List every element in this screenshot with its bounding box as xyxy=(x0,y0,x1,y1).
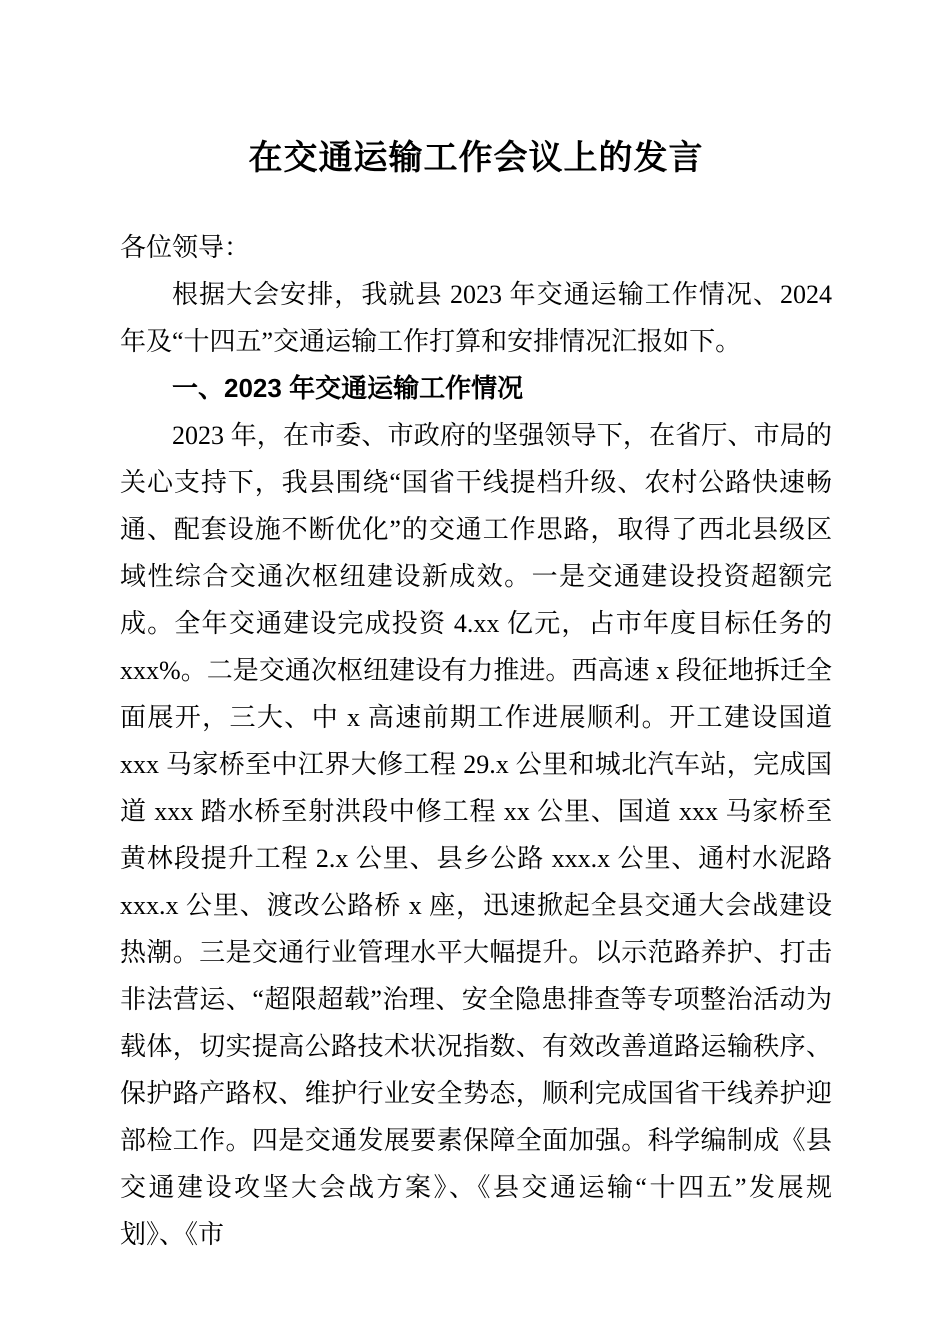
paragraph: 根据大会安排，我就县 2023 年交通运输工作情况、2024 年及“十四五”交通运输工作打算和安排情况汇报如下。 xyxy=(120,280,832,356)
document-body xyxy=(120,224,832,1258)
section-heading: 一、2023 年交通运输工作情况 xyxy=(172,373,524,403)
document-title: 在交通运输工作会议上的发言 xyxy=(248,140,704,177)
paragraph: 2023 年，在市委、市政府的坚强领导下，在省厅、市局的关心支持下，我县围绕“国省干线提档升级、农村公路快速畅通、配套设施不断优化”的交通工作思路，取得了西北县级区域性综合交通次枢纽建设新成效。一是交通建设投资超额完成。全年交通建设完成投资 4.xx 亿元，占市年度目标任务的 xxx%。二是交通次枢纽建设有力推进。西高速 x 段征地拆迁全面展开，三大、中 x 高速前期工作进展顺利。开工建设国道 xxx 马家桥至中江界大修工程 29.x 公里和城北汽车站，完成国道 xxx 踏水桥至射洪段中修工程 xx 公里、国道 xxx 马家桥至黄林段提升工程 2.x 公里、县乡公路 xxx.x 公里、通村水泥路 xxx.x 公里、渡改公路桥 x 座，迅速掀起全县交通大会战建设热潮。三是交通行业管理水平大幅提升。以示范路养护、打击非法营运、“超限超载”治理、安全隐患排查等专项整治活动为载体，切实提高公路技术状况指数、有效改善道路运输秩序、保护路产路权、维护行业安全势态，顺利完成国省干线养护迎部检工作。四是交通发展要素保障全面加强。科学编制成《县交通建设攻坚大会战方案》、《县交通运输“十四五”发展规划》、《市 xyxy=(120,421,832,1249)
paragraph: 各位领导： xyxy=(120,233,251,262)
